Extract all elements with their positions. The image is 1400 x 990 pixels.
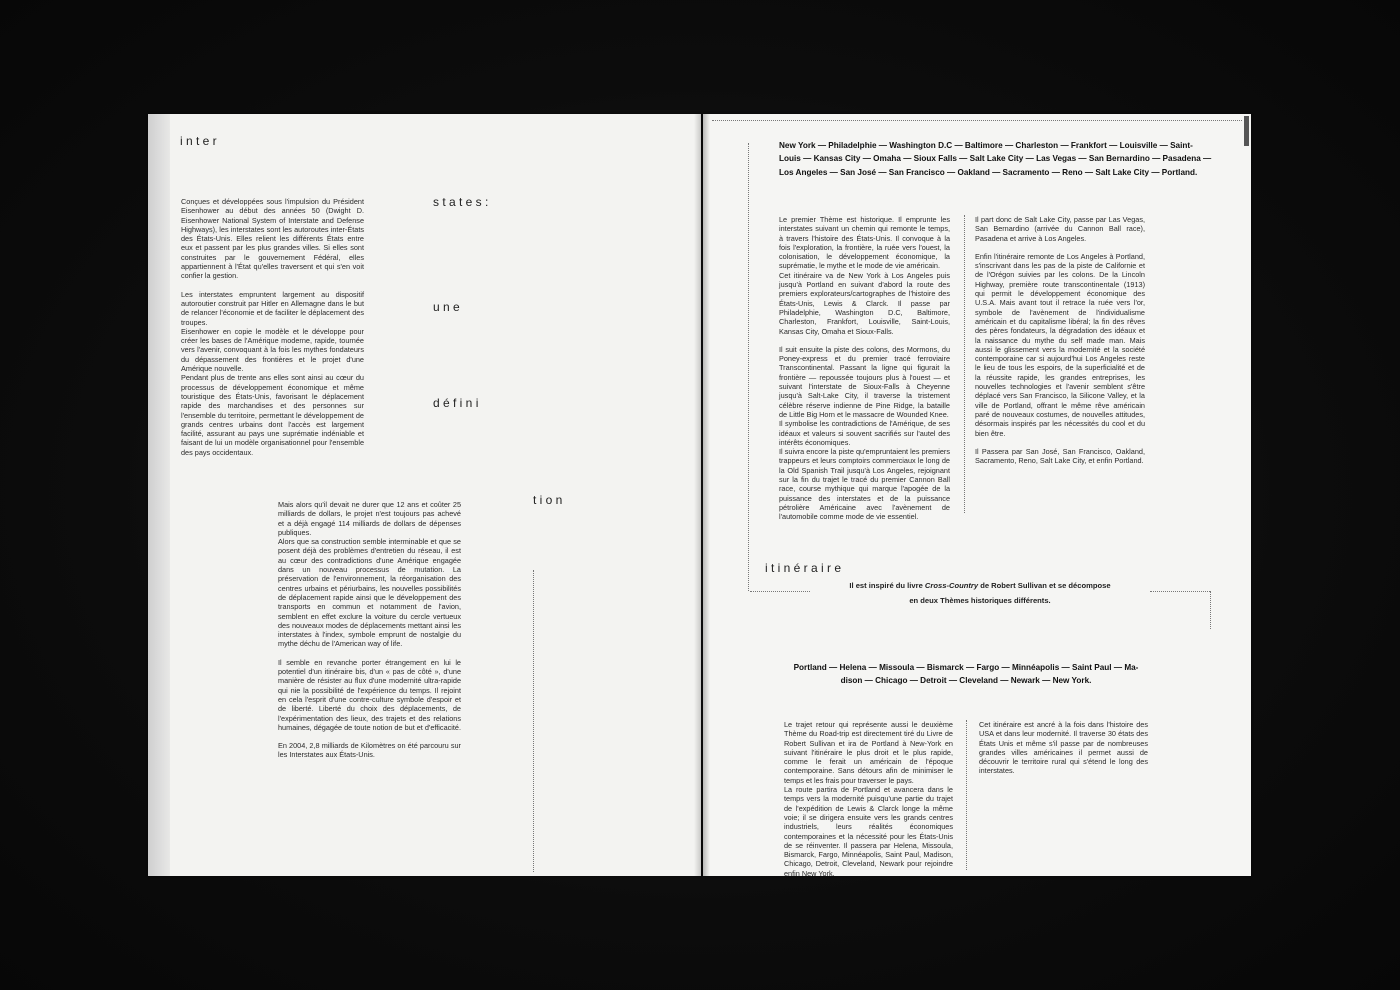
paragraph: Le premier Thème est historique. Il emprunte les interstates suivant un chemin qui remonte le temps, à travers l'histoire des États-Unis. Il convoque à la fois l'exploration, la frontière, la ruée vers l'ouest, la colonisation, le développement économique, la suprématie, le mythe et le mode de vie américain. Cet itinéraire va de New York à Los Angeles puis jusqu'à Portland en suivant d'abord la route des premiers explorateurs/cartographes de l'histoire des États-Unis, Lewis & Clarck. Il passe par Philadelphie, Washington D.C, Baltimore, Charleston, Frankfort, Louisville, Saint-Louis, Kansas City, Omaha et Sioux-Falls. bbox=[779, 215, 950, 336]
dotted-rule bbox=[712, 120, 1242, 121]
theme1-column-1 bbox=[779, 215, 950, 531]
paragraph: En 2004, 2,8 milliards de Kilomètres on été parcouru sur les Interstates aux États-Unis. bbox=[278, 741, 461, 760]
title-states: s t a t e s : bbox=[433, 195, 489, 209]
itineraire-intro bbox=[810, 578, 1150, 608]
theme2-column-2 bbox=[979, 720, 1148, 785]
title-une: u n e bbox=[433, 300, 460, 314]
dotted-rule bbox=[750, 591, 810, 592]
paragraph: Il part donc de Salt Lake City, passe par Las Vegas, San Bernardino (arrivée du Cannon Ball race), Pasadena et arrive à Los Angeles. bbox=[975, 215, 1145, 243]
title-defini: d é f i n i bbox=[433, 396, 479, 410]
dotted-rule bbox=[748, 143, 749, 591]
dotted-rule bbox=[964, 215, 965, 513]
route-theme-1: New York — Philadelphie — Washington D.C — Baltimore — Charleston — Frankfort — Louisville — Saint- Louis — Kansas City — Omaha — Sioux Falls — Salt Lake City — Las Vegas — San Bernardino — Pasadena — Los Angeles — San José — San Francisco — Oakland — Sacramento — Reno — Salt Lake City — Portland. bbox=[779, 141, 1212, 177]
book-title: Cross-Country bbox=[924, 581, 979, 590]
paragraph: Conçues et développées sous l'impulsion du Président Eisenhower au début des années 50 (Dwight D. Eisenhower National System of Interstate and Defense Highways), les interstates sont les autoroutes inter-États des États-Unis. Elles relient les différents États entre eux et passent par les plus grandes villes. Si elles sont construites par le gouvernement Fédéral, elles appartiennent à l'État qu'elles traversent et qui s'en voit confier la gestion. bbox=[181, 197, 364, 281]
dotted-rule bbox=[1210, 591, 1211, 629]
paragraph: Cet itinéraire est ancré à la fois dans l'histoire des USA et dans leur modernité. Il traverse 30 états des États Unis et même s'il passe par de nombreuses grandes villes américaines il permet aussi de découvrir le territoire rural qui s'étend le long des interstates. bbox=[979, 720, 1148, 776]
dotted-rule bbox=[533, 570, 534, 872]
left-column-1 bbox=[181, 197, 364, 466]
paragraph: Il semble en revanche porter étrangement en lui le potentiel d'un itinéraire bis, d'un « pas de côté », d'une manière de résister au flux d'une modernité ultra-rapide qui nie la possibilité de l'expérience du temps. Il rejoint en cela l'esprit d'une contre-culture symbole d'espoir et de liberté. Liberté du choix des déplacements, de l'expérimentation des lieux, des trajets et des relations humaines, dégagée de toute notion de but et d'efficacité. bbox=[278, 657, 462, 732]
title-itineraire: i t i n é r a i r e bbox=[765, 561, 842, 575]
title-inter: i n t e r bbox=[180, 134, 217, 148]
theme1-column-2 bbox=[975, 215, 1145, 474]
intro-text: en deux Thèmes historiques différents. bbox=[909, 596, 1051, 605]
dotted-rule bbox=[1150, 591, 1210, 592]
right-edge-mark bbox=[1244, 116, 1249, 146]
paragraph: Il suit ensuite la piste des colons, des Mormons, du Poney-express et du premier tracé ferroviaire Transcontinental. Passant la ligne qui figurait la frontière — repoussée toujours plus à l'ouest — et suivant l'interstate de Sioux-Falls à Cheyenne jusqu'à Salt-Lake City, il traverse la tristement célèbre réserve indienne de Pine Ridge, la bataille de Little Big Horn et le massacre de Wounded Knee. Il symbolise les contradictions de l'Amérique, de ses idéaux et valeurs si souvent sacrifiés sur l'autel des intérêts économiques. Il suivra encore la piste qu'empruntaient les premiers trappeurs et leurs comptoirs commerciaux le long de la Old Spanish Trail jusqu'à Los Angeles, rejoignant sur la fin du trajet le tracé du premier Cannon Ball race, course mythique qui marque l'apogée de la puissance des interstates et de la puissance pétrolière Américaine avec l'avènement de l'automobile comme mode de vie essentiel. bbox=[779, 344, 950, 522]
paragraph: Enfin l'itinéraire remonte de Los Angeles à Portland, s'inscrivant dans les pas de la piste de Californie et de l'Orégon suivies par les colons. De la Lincoln Highway, première route transcontinentale (1913) qui permit le développement économique des U.S.A. Mais avant tout il retrace la ruée vers l'or, symbole de l'avènement de l'individualisme américain et du capitalisme libéral; la fin des rêves des pères fondateurs, la dégradation des idéaux et la naissance du mythe du self made man. Mais aussi le glissement vers la modernité et la société contemporaine car si aujourd'hui Los Angeles reste le lieu de tous les espoirs, de la superficialité et de la réussite rapide, les grandes entreprises, les nouvelles technologies et l'avenir semblent s'être déplacé vers San Francisco, la Silicone Valley, et la ville de Portland, offrant le même rêve américain paré de nouveaux costumes, de nouvelles attitudes, désormais inspirés par les nécessités du cool et du bien être. bbox=[975, 251, 1145, 438]
theme2-column-1 bbox=[784, 720, 953, 887]
intro-text: Il est inspiré du livre bbox=[849, 581, 925, 590]
page-edge-strip bbox=[148, 114, 170, 876]
left-column-2 bbox=[278, 500, 461, 769]
spine-shadow bbox=[694, 114, 710, 876]
intro-text: de Robert Sullivan et se décompose bbox=[978, 581, 1111, 590]
paragraph: Mais alors qu'il devait ne durer que 12 ans et coûter 25 milliards de dollars, le projet n'est toujours pas achevé et a déjà engagé 114 milliards de dollars de dépenses publiques. Alors que sa construction semble interminable et que se posent déjà des problèmes d'entretien du réseau, il est au cœur des contradictions d'une Amérique engagée dans un nouveau processus de mutation. La préservation de l'environnement, la réorganisation des centres urbains et périurbains, les nouvelles possibilités de déplacement rapide ainsi que le développement des transports en commun et notamment de l'avion, semblent en effet exclure la voiture du cercle vertueux des nouveaux modes de déplacements mettant ainsi les interstates à l'index, symbole emprunt de nostalgie du mythe déchu de l'American way of life. bbox=[278, 500, 461, 649]
paragraph: Il Passera par San José, San Francisco, Oakland, Sacramento, Reno, Salt Lake City, et enfin Portland. bbox=[975, 446, 1145, 466]
paragraph: Les interstates empruntent largement au dispositif autoroutier construit par Hitler en Allemagne dans le but de relancer l'économie et de faciliter le déplacement des troupes. Eisenhower en copie le modèle et le développe pour créer les bases de l'Amérique moderne, rapide, tournée vers l'avenir, convoquant à la fois les mythes fondateurs du dépassement des frontières et le projet d'une Amérique nouvelle. Pendant plus de trente ans elles sont ainsi au cœur du processus de développement économique et même touristique des États-Unis, favorisant le déplacement rapide des marchandises et des personnes sur l'ensemble du territoire, permettant le développement de grands centres urbains dont l'accès est largement facilité, assurant au pays une suprématie indéniable et faisant de lui un modèle organisationnel pour l'ensemble des pays occidentaux. bbox=[181, 289, 364, 457]
dotted-rule bbox=[966, 720, 967, 870]
paragraph: Le trajet retour qui représente aussi le deuxième Thème du Road-trip est directement tiré du Livre de Robert Sullivan et ira de Portland à New-York en suivant l'itinéraire le plus droit et le plus rapide, comme le ferait un américain de l'époque contemporaine. Sans détours afin de minimiser le temps et les frais pour traverser le pays. La route partira de Portland et avancera dans le temps vers la modernité puisqu'une partie du trajet de l'expédition de Lewis & Clarck longe la même voie; il se dirigera ensuite vers les grands centres industriels, leurs réalités économiques contemporaines et la nécessité pour les États-Unis de se réinventer. Il passera par Helena, Missoula, Bismarck, Fargo, Minnéapolis, Saint Paul, Madison, Chicago, Detroit, Cleveland, Newark pour rejoindre enfin New York. bbox=[784, 720, 953, 878]
title-tion: t i o n bbox=[533, 493, 563, 507]
route-theme-2: Portland — Helena — Missoula — Bismarck — Fargo — Minnéapolis — Saint Paul — Ma- dison — Chicago — Detroit — Cleveland — Newark — New York. bbox=[793, 663, 1139, 686]
